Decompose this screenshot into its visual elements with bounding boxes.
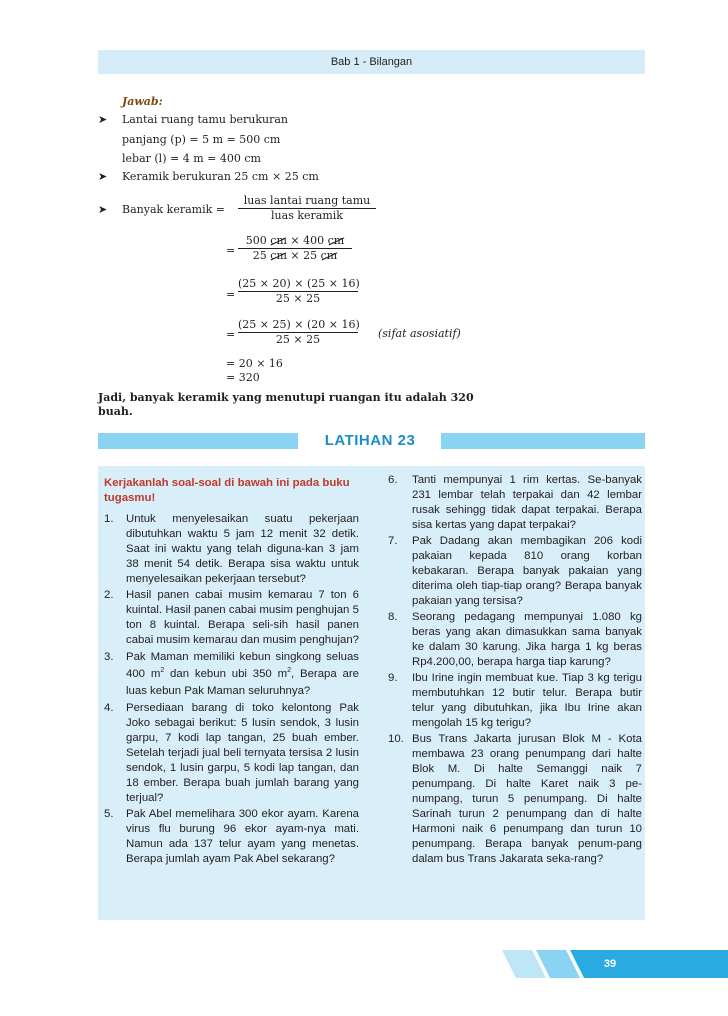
conclusion-line-2: buah.	[98, 405, 133, 418]
exercise-item	[388, 732, 642, 867]
fraction-denominator: 25 × 25	[275, 333, 321, 346]
exercise-item	[388, 671, 642, 731]
item-number: 8.	[388, 611, 398, 623]
lebar-line: lebar (l) = 4 m = 400 cm	[122, 152, 261, 165]
equals-sign: =	[226, 328, 236, 341]
fraction-numerator: (25 × 20) × (25 × 16)	[238, 277, 360, 290]
item-text: Seorang pedagang mempunyai 1.080 kg beras yang akan dimasukkan sama banyak ke dalam 30 karung. Jika harga 1 kg beras Rp4.200,00, berapa harga tiap karung?	[412, 611, 642, 668]
exercise-item	[104, 588, 359, 648]
page-number: 39	[603, 958, 617, 970]
item-text: Ibu Irine ingin membuat kue. Tiap 3 kg terigu membutuhkan 12 butir telur. Berapa butir telur yang dibutuhkan, jika Ibu Irine akan mengolah 15 kg terigu?	[412, 672, 642, 729]
exercise-item	[388, 534, 642, 609]
fraction-denominator: 25 × 25	[275, 292, 321, 305]
bullet-arrow-icon: ➤	[98, 113, 108, 126]
latihan-bar-left	[98, 433, 298, 449]
item-text: dan kebun ubi 350 m	[164, 668, 288, 680]
exercise-item	[104, 807, 359, 867]
keramik-size-line: Keramik berukuran 25 cm × 25 cm	[122, 170, 319, 183]
step-result-multiply: = 20 × 16	[226, 357, 283, 370]
bullet-arrow-icon: ➤	[98, 170, 108, 183]
item-text: Bus Trans Jakarta jurusan Blok M - Kota membawa 23 orang penumpang dari halte Blok M. Di halte Semanggi naik 7 penumpang. Di halte Karet naik 3 pe-numpang, turun 5 penumpang. Di halte Sarinah turun 2 penumpang dan di halte Harmoni naik 6 penumpang dan turun 10 penumpang. Berapa banyak penum-pang dalam bus Trans Jakarata seka-rang?	[412, 733, 642, 865]
item-text: Tanti mempunyai 1 rim kertas. Se-banyak 231 lembar telah terpakai dan 42 lembar rusak sehingg tidak dapat terpakai. Berapa sisa kertas yang dapat terpakai?	[412, 474, 642, 531]
bullet-arrow-icon: ➤	[98, 203, 108, 216]
exercise-item	[104, 701, 359, 806]
exercise-item	[388, 610, 642, 670]
exercise-column-right	[388, 473, 642, 868]
sifat-asosiatif-note: (sifat asosiatif)	[378, 327, 461, 340]
item-text: , Berapa are luas kebun Pak Maman seluruhnya?	[126, 668, 360, 697]
item-number: 5.	[104, 808, 114, 820]
conclusion-line-1: Jadi, banyak keramik yang menutupi ruangan itu adalah 320	[98, 391, 474, 404]
banyak-keramik-label: Banyak keramik =	[122, 203, 225, 216]
fraction-denominator	[238, 249, 352, 263]
item-number: 10.	[388, 733, 404, 745]
equals-sign: =	[226, 288, 236, 301]
chapter-title: Bab 1 - Bilangan	[330, 56, 413, 68]
item-number: 6.	[388, 474, 398, 486]
cancelled-unit: cm	[270, 249, 287, 262]
superscript: 2	[160, 667, 165, 674]
fraction-denominator: luas keramik	[271, 209, 343, 222]
exercise-item	[104, 512, 359, 587]
num-value: 500	[245, 234, 267, 247]
item-text: Hasil panen cabai musim kemarau 7 ton 6 kuintal. Hasil panen cabai musim penghujan 5 ton 8 kuintal. Berapa seli-sih hasil panen cabai musim kemarau dan musim penghujan?	[126, 589, 359, 646]
fraction-numerator: (25 × 25) × (20 × 16)	[238, 318, 360, 331]
item-text: Untuk menyelesaikan suatu pekerjaan dibutuhkan waktu 5 jam 12 menit 32 detik. Saat ini waktu yang telah diguna-kan 3 jam 38 menit 54 detik. Berapa sisa waktu untuk menyelesaikan pekerjaan tersebut?	[126, 513, 359, 585]
item-text: Persediaan barang di toko kelontong Pak Joko sebagai berikut: 5 lusin sendok, 3 lusin garpu, 7 kodi lap tangan, 25 buah ember. Setelah terjadi jual beli ternyata tersisa 2 lusin sendok, 1 lusin garpu, 5 kodi lap tangan, dan 18 ember. Berapa buah jumlah barang yang terjual?	[126, 702, 359, 804]
panjang-line: panjang (p) = 5 m = 500 cm	[122, 133, 281, 146]
lantai-title: Lantai ruang tamu berukuran	[122, 113, 288, 126]
latihan-title: LATIHAN 23	[324, 432, 416, 449]
den-value: 25	[252, 249, 267, 262]
cancelled-unit: cm	[320, 249, 338, 262]
equals-sign: =	[226, 244, 236, 257]
fraction-step4	[238, 318, 358, 347]
chapter-header	[98, 50, 645, 74]
fraction-cm	[238, 234, 352, 263]
num-value: × 400	[290, 234, 325, 247]
cancelled-unit: cm	[327, 234, 345, 247]
item-number: 3.	[104, 651, 114, 663]
item-text: Pak Maman memiliki kebun singkong seluas 400 m	[126, 651, 359, 680]
exercise-item	[388, 473, 642, 533]
item-text: Pak Dadang akan membagikan 206 kodi pakaian kepada 810 orang korban kebakaran. Berapa banyak pakaian yang diterima oleh tiap-tiap orang? Berapa banyak pakaian yang tersisa?	[412, 535, 642, 607]
latihan-bar-right	[441, 433, 645, 449]
fraction-luas	[238, 194, 376, 223]
fraction-numerator: luas lantai ruang tamu	[243, 194, 371, 207]
item-text: Pak Abel memelihara 300 ekor ayam. Karena virus flu burung 96 ekor ayam-nya mati. Namun ada 137 telur ayam yang menetas. Berapa jumlah ayam Pak Abel sekarang?	[126, 808, 359, 865]
item-number: 7.	[388, 535, 398, 547]
item-number: 9.	[388, 672, 398, 684]
superscript: 2	[287, 667, 291, 674]
cancelled-unit: cm	[270, 234, 287, 247]
item-number: 1.	[104, 513, 114, 525]
item-number: 4.	[104, 702, 114, 714]
exercise-column-left	[104, 476, 359, 868]
exercise-instruction: Kerjakanlah soal-soal di bawah ini pada buku tugasmu!	[104, 477, 350, 504]
fraction-step3	[238, 277, 358, 306]
jawab-label: Jawab:	[122, 95, 163, 108]
step-result-final: = 320	[226, 371, 260, 384]
fraction-numerator	[238, 234, 352, 248]
exercise-item	[104, 649, 359, 700]
item-number: 2.	[104, 589, 114, 601]
den-value: × 25	[290, 249, 318, 262]
